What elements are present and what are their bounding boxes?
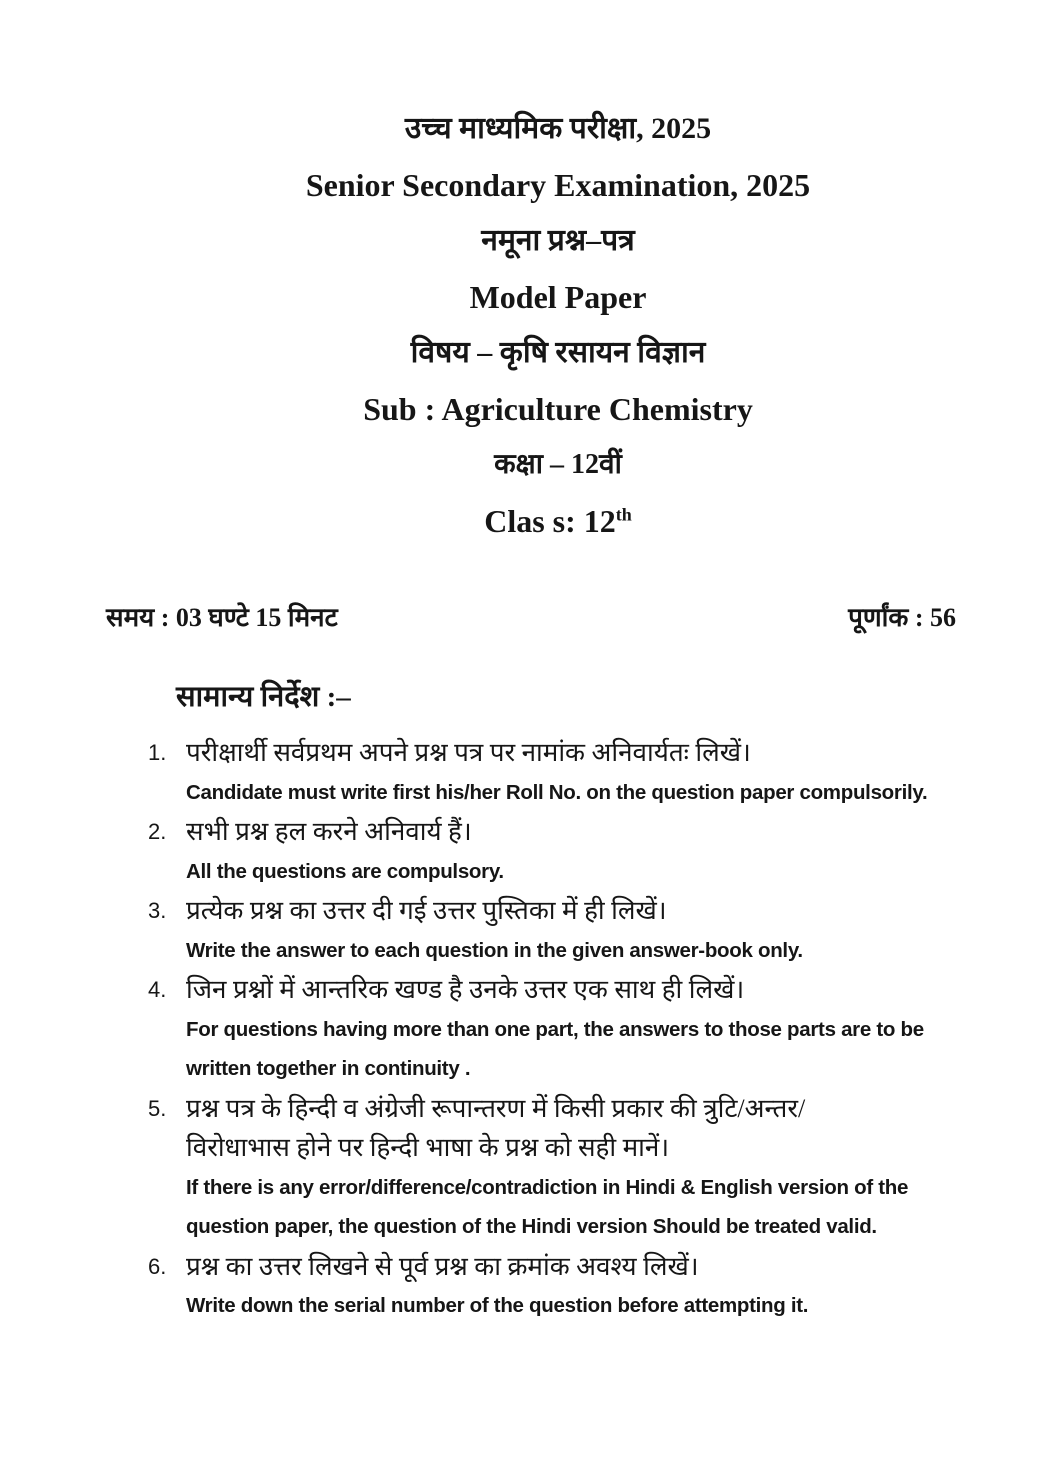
- instruction-item-6: [148, 1247, 1014, 1326]
- exam-title-hindi: उच्च माध्यमिक परीक्षा, 2025: [404, 112, 712, 145]
- instruction-text-hindi: प्रत्येक प्रश्न का उत्तर दी गई उत्तर पुस्तिका में ही लिखें।: [186, 896, 667, 925]
- instructions-list: [148, 733, 1014, 1326]
- instruction-text-english: Candidate must write first his/her Roll No. on the question paper compulsorily.: [186, 780, 928, 804]
- class-line-english: [72, 504, 1044, 538]
- subject-line-hindi: विषय – कृषि रसायन विज्ञान: [410, 336, 706, 369]
- instruction-item-2: [148, 812, 1014, 891]
- instruction-text-hindi: परीक्षार्थी सर्वप्रथम अपने प्रश्न पत्र पर नामांक अनिवार्यतः लिखें।: [186, 738, 751, 767]
- exam-title-english: Senior Secondary Examination, 2025: [305, 167, 811, 203]
- instruction-text-hindi: सभी प्रश्न हल करने अनिवार्य हैं।: [186, 817, 472, 846]
- instruction-text-english: If there is any error/difference/contradiction in Hindi & English version of the: [186, 1175, 909, 1199]
- instruction-item-1: [148, 733, 1014, 812]
- time-allowed: समय : 03 घण्टे 15 मिनट: [106, 603, 338, 632]
- instruction-text-english: For questions having more than one part, the answers to those parts are to be: [186, 1017, 924, 1041]
- instruction-text-hindi: प्रश्न का उत्तर लिखने से पूर्व प्रश्न का क्रमांक अवश्य लिखें।: [186, 1251, 699, 1281]
- paper-subtitle-english: Model Paper: [469, 279, 647, 315]
- subject-line-english: Sub : Agriculture Chemistry: [363, 391, 753, 427]
- instruction-number: 1.: [148, 740, 167, 765]
- instruction-item-3: [148, 891, 1014, 970]
- instruction-text-english: question paper, the question of the Hindi version Should be treated valid.: [186, 1215, 877, 1238]
- class-english-base: Clas s: 12: [484, 503, 616, 539]
- instruction-text-hindi: विरोधाभास होने पर हिन्दी भाषा के प्रश्न को सही मानें।: [186, 1133, 670, 1162]
- instruction-number: 4.: [148, 977, 167, 1002]
- instruction-text-hindi: प्रश्न पत्र के हिन्दी व अंग्रेजी रूपान्तरण में किसी प्रकार की त्रुटि/अन्तर/: [186, 1093, 806, 1123]
- instruction-text-hindi: जिन प्रश्नों में आन्तरिक खण्ड है उनके उत्तर एक साथ ही लिखें।: [186, 975, 745, 1004]
- instruction-item-4: [148, 970, 1014, 1089]
- instruction-number: 5.: [148, 1095, 167, 1121]
- max-marks: पूर्णांक : 56: [848, 603, 956, 632]
- instruction-item-5: [148, 1089, 1014, 1247]
- paper-subtitle-hindi: नमूना प्रश्न–पत्र: [481, 224, 635, 257]
- instruction-text-english: Write down the serial number of the question before attempting it.: [186, 1294, 809, 1317]
- instruction-text-english: All the questions are compulsory.: [186, 859, 504, 883]
- exam-paper-header: [0, 112, 1044, 560]
- time-marks-row: [106, 598, 956, 634]
- instruction-text-english: written together in continuity .: [186, 1057, 471, 1080]
- instruction-number: 6.: [148, 1253, 167, 1279]
- instruction-number: 2.: [148, 819, 167, 844]
- instructions-heading: सामान्य निर्देश :–: [176, 681, 351, 713]
- instruction-number: 3.: [148, 898, 167, 923]
- class-english-superscript: th: [615, 504, 632, 525]
- instruction-text-english: Write the answer to each question in the given answer-book only.: [186, 938, 803, 962]
- class-line-hindi: कक्षा – 12वीं: [494, 449, 622, 480]
